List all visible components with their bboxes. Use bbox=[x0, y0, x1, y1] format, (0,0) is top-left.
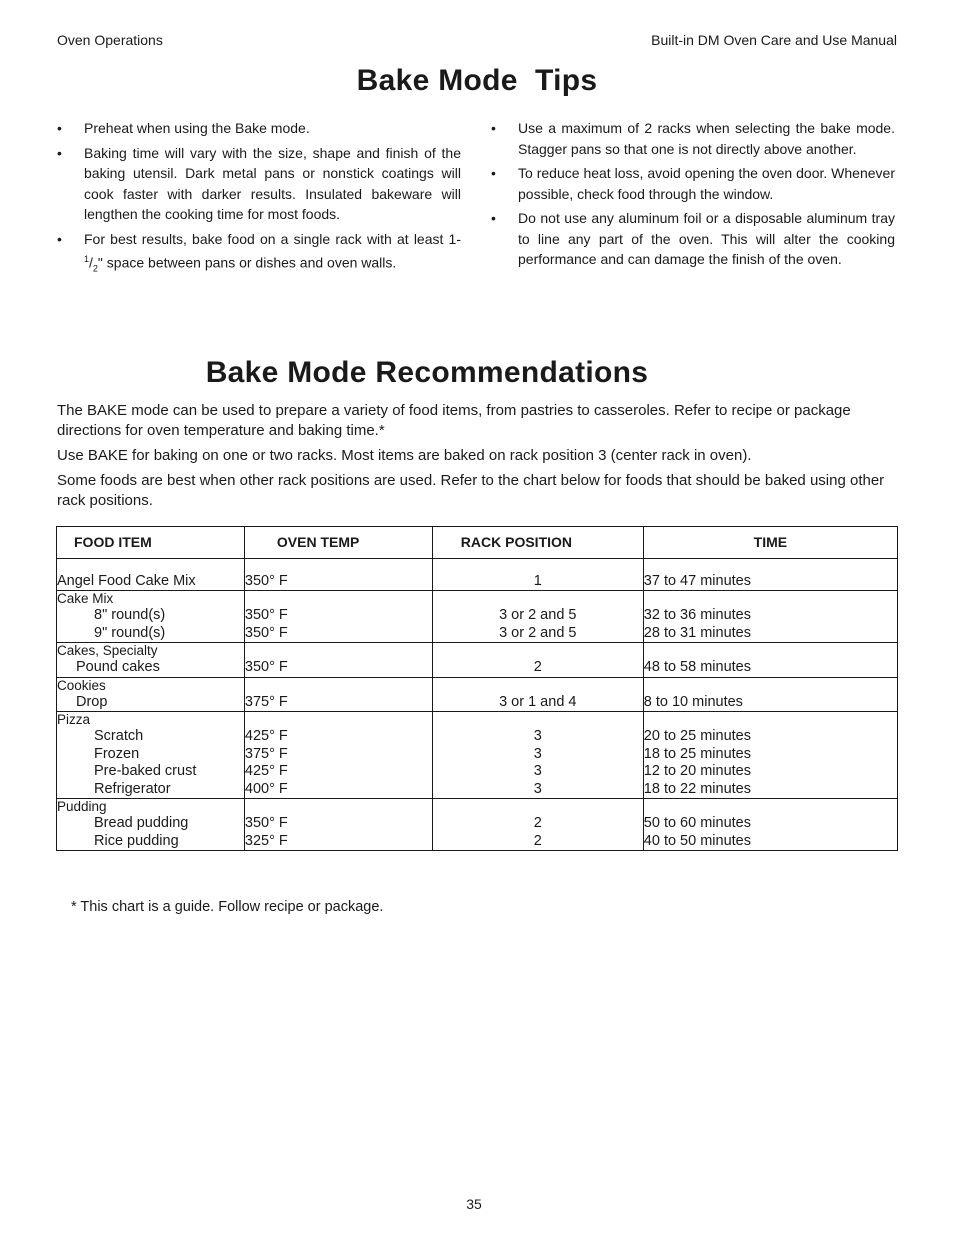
food-cell bbox=[57, 591, 245, 643]
page-number: 35 bbox=[466, 1196, 482, 1212]
rack-cell bbox=[432, 799, 643, 851]
tip-item bbox=[57, 229, 461, 279]
temp-value: 350° F bbox=[244, 624, 288, 641]
time-cell bbox=[643, 559, 897, 591]
food-name: Bread pudding bbox=[94, 815, 189, 831]
tip-text: To reduce heat loss, avoid opening the oven door. Whenever possible, check food through the window. bbox=[518, 165, 895, 202]
manual-title-header: Built-in DM Oven Care and Use Manual bbox=[651, 32, 897, 48]
tip-text: Do not use any aluminum foil or a disposable aluminum tray to line any part of the oven. This will alter the cooking performance and can damage the finish of the oven. bbox=[518, 210, 895, 267]
intro-paragraph: Some foods are best when other rack positions are used. Refer to the chart below for foods that should be baked using other rack positions. bbox=[57, 472, 885, 509]
time-cell bbox=[643, 712, 897, 799]
food-name: 9" round(s) bbox=[94, 624, 166, 641]
time-value: 8 to 10 minutes bbox=[643, 693, 743, 710]
tips-title: Bake Mode Tips bbox=[356, 64, 598, 97]
food-name: Scratch bbox=[94, 728, 144, 744]
tip-item bbox=[57, 118, 461, 139]
table-row bbox=[57, 591, 898, 643]
tip-text: Baking time will vary with the size, shape and finish of the baking utensil. Dark metal pans or nonstick coatings will cook faster with darker results. Insulated bakeware will lengthen the cooking time for most foods. bbox=[84, 144, 461, 222]
rack-cell bbox=[432, 559, 643, 591]
bullet: • bbox=[57, 120, 62, 136]
temp-value: 350° F bbox=[244, 607, 288, 623]
food-name: Pre-baked crust bbox=[94, 763, 197, 779]
table-row bbox=[57, 559, 898, 591]
bullet: • bbox=[491, 120, 496, 136]
tip-item bbox=[491, 118, 895, 159]
rack-value: 3 bbox=[533, 763, 542, 779]
time-value: 12 to 20 minutes bbox=[643, 763, 751, 779]
time-value: 50 to 60 minutes bbox=[643, 815, 751, 831]
rack-cell bbox=[432, 643, 643, 678]
bullet: • bbox=[491, 210, 496, 226]
rack-value: 3 bbox=[533, 745, 542, 762]
time-cell bbox=[643, 677, 897, 712]
temp-cell bbox=[244, 712, 432, 799]
temp-cell bbox=[244, 799, 432, 851]
table-row bbox=[57, 712, 898, 799]
rack-value: 1 bbox=[533, 572, 542, 589]
temp-value: 375° F bbox=[244, 693, 288, 710]
bullet: • bbox=[57, 230, 62, 247]
intro-paragraph: Use BAKE for baking on one or two racks. Most items are baked on rack position 3 (center rack in oven). bbox=[57, 447, 752, 464]
time-value: 28 to 31 minutes bbox=[643, 624, 751, 641]
time-value: 18 to 25 minutes bbox=[643, 745, 751, 762]
temp-value: 350° F bbox=[244, 659, 288, 675]
food-name: Rice pudding bbox=[94, 832, 179, 849]
table-row bbox=[57, 643, 898, 678]
table-header-row bbox=[57, 527, 898, 559]
rack-value: 3 or 2 and 5 bbox=[499, 624, 577, 641]
rack-cell bbox=[432, 677, 643, 712]
food-cell bbox=[57, 799, 245, 851]
temp-value: 325° F bbox=[244, 832, 288, 849]
table-footnote: * This chart is a guide. Follow recipe or package. bbox=[71, 899, 384, 915]
temp-cell bbox=[244, 591, 432, 643]
food-category: Pudding bbox=[57, 799, 107, 814]
recommendations-intro bbox=[57, 401, 901, 516]
time-value: 18 to 22 minutes bbox=[643, 780, 751, 797]
section-header: Oven Operations bbox=[57, 32, 163, 48]
time-cell bbox=[643, 591, 897, 643]
tip-text-before: For best results, bake food on a single rack with at least 1- bbox=[84, 230, 461, 247]
temp-value: 425° F bbox=[244, 763, 288, 779]
food-cell bbox=[57, 559, 245, 591]
food-name: Refrigerator bbox=[94, 780, 171, 797]
time-value: 40 to 50 minutes bbox=[643, 832, 751, 849]
column-header-food: FOOD ITEM bbox=[57, 527, 245, 559]
fraction-denominator: 2 bbox=[92, 263, 98, 274]
bullet: • bbox=[491, 165, 496, 181]
rack-value: 2 bbox=[533, 659, 542, 675]
temp-cell bbox=[244, 559, 432, 591]
tip-item bbox=[57, 143, 461, 225]
food-category: Cake Mix bbox=[57, 591, 114, 606]
time-value: 37 to 47 minutes bbox=[643, 572, 751, 589]
food-name: 8" round(s) bbox=[94, 607, 166, 623]
column-header-time: TIME bbox=[643, 527, 897, 559]
rack-value: 2 bbox=[533, 832, 542, 849]
temp-cell bbox=[244, 677, 432, 712]
temp-value: 400° F bbox=[244, 780, 288, 797]
temp-value: 350° F bbox=[244, 572, 288, 589]
tip-text: Preheat when using the Bake mode. bbox=[84, 120, 310, 136]
tips-left-column bbox=[57, 118, 461, 283]
rack-cell bbox=[432, 712, 643, 799]
tips-right-column bbox=[491, 118, 895, 274]
tip-item bbox=[491, 163, 895, 204]
food-cell bbox=[57, 643, 245, 678]
table-row bbox=[57, 799, 898, 851]
rack-value: 3 bbox=[533, 728, 542, 744]
rack-value: 3 or 2 and 5 bbox=[499, 607, 577, 623]
food-cell bbox=[57, 677, 245, 712]
food-cell bbox=[57, 712, 245, 799]
temp-value: 375° F bbox=[244, 745, 288, 762]
rack-value: 3 or 1 and 4 bbox=[499, 693, 577, 710]
tip-text-after: " space between pans or dishes and oven walls. bbox=[97, 254, 397, 271]
rack-value: 3 bbox=[533, 780, 542, 797]
rack-value: 2 bbox=[533, 815, 542, 831]
bullet: • bbox=[57, 144, 62, 161]
tip-item bbox=[491, 208, 895, 270]
rack-cell bbox=[432, 591, 643, 643]
food-category: Cakes, Specialty bbox=[57, 643, 158, 658]
time-value: 20 to 25 minutes bbox=[643, 728, 751, 744]
time-cell bbox=[643, 799, 897, 851]
time-value: 48 to 58 minutes bbox=[643, 659, 751, 675]
food-name: Frozen bbox=[94, 745, 140, 762]
food-name: Angel Food Cake Mix bbox=[57, 572, 196, 589]
recommendations-title: Bake Mode Recommendations bbox=[205, 356, 649, 389]
food-name: Drop bbox=[76, 693, 108, 710]
table-row bbox=[57, 677, 898, 712]
column-header-rack: RACK POSITION bbox=[432, 527, 643, 559]
time-value: 32 to 36 minutes bbox=[643, 607, 751, 623]
fraction-numerator: 1 bbox=[84, 254, 90, 264]
fraction-slash: / bbox=[89, 254, 93, 271]
intro-paragraph: The BAKE mode can be used to prepare a variety of food items, from pastries to casseroles. Refer to recipe or package directions for oven temperature and baking time.* bbox=[57, 402, 851, 439]
food-name: Pound cakes bbox=[76, 659, 160, 675]
column-header-temp: OVEN TEMP bbox=[244, 527, 432, 559]
food-category: Pizza bbox=[57, 712, 91, 727]
time-cell bbox=[643, 643, 897, 678]
tip-text: Use a maximum of 2 racks when selecting the bake mode. Stagger pans so that one is not directly above another. bbox=[518, 120, 895, 157]
food-category: Cookies bbox=[57, 677, 106, 693]
temp-value: 425° F bbox=[244, 728, 288, 744]
bake-recommendations-table bbox=[56, 526, 898, 851]
temp-value: 350° F bbox=[244, 815, 288, 831]
temp-cell bbox=[244, 643, 432, 678]
